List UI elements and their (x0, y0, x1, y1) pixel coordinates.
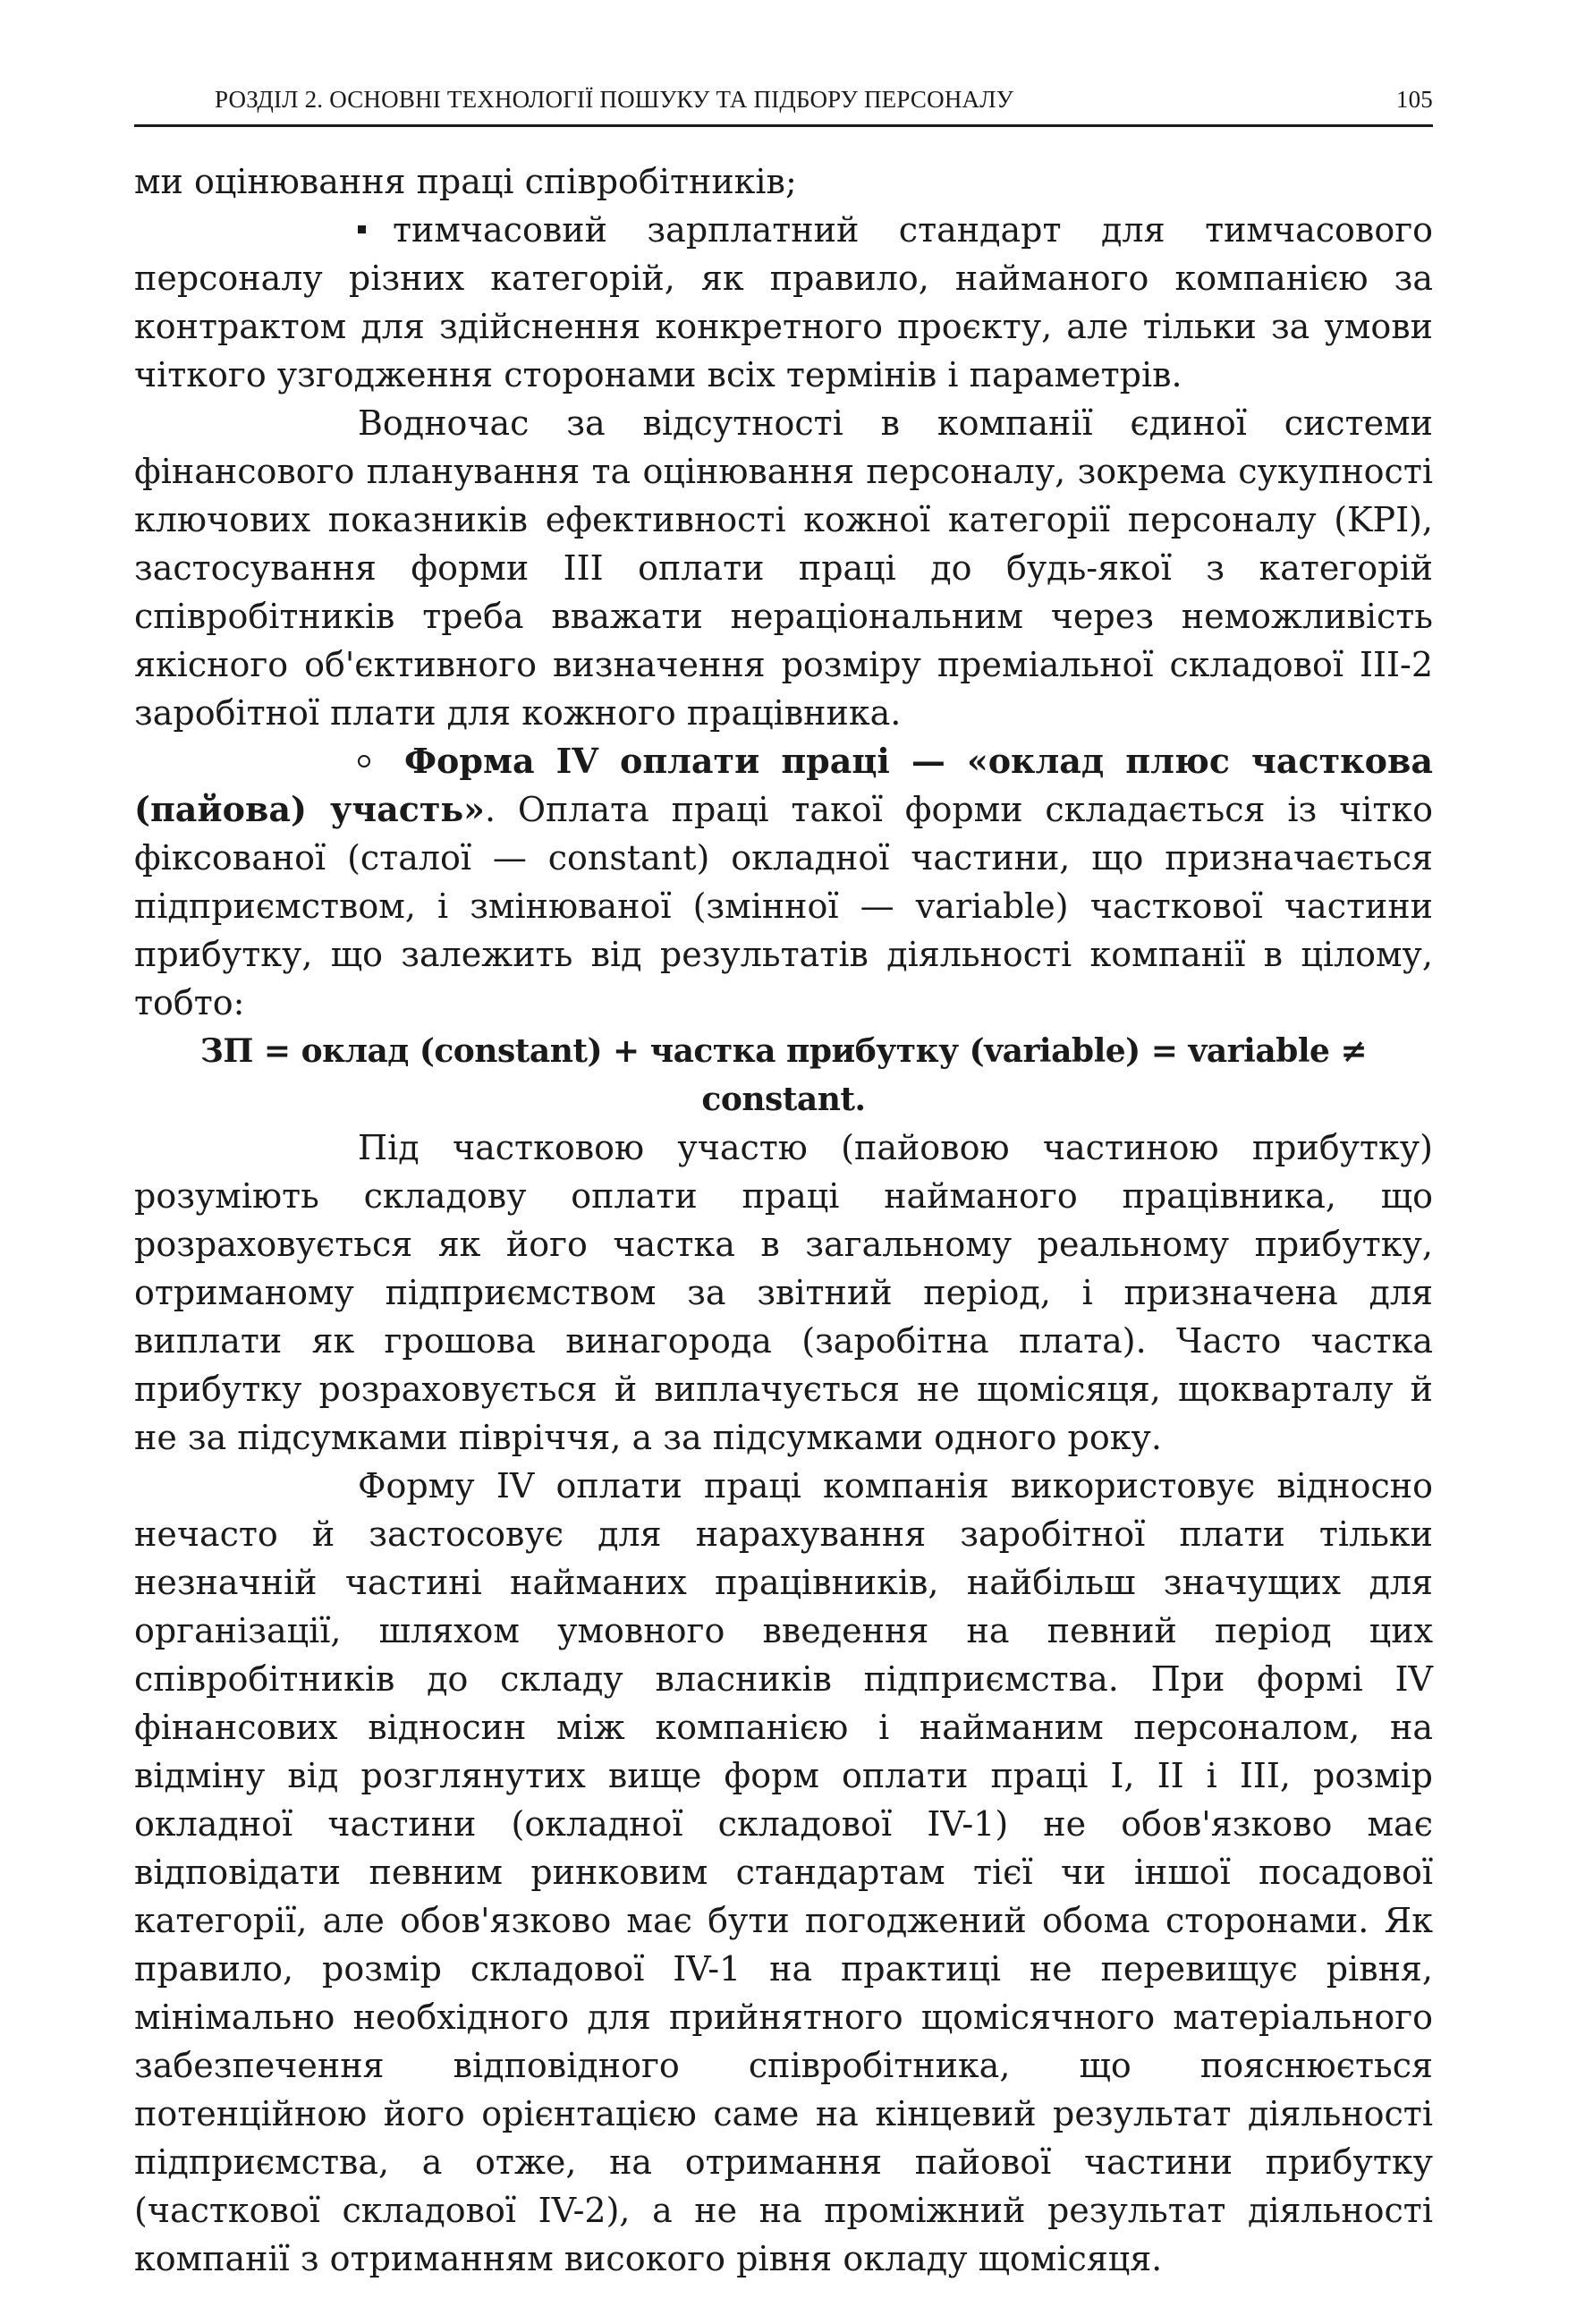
paragraph-form-iv (134, 737, 1433, 1027)
page (134, 86, 1433, 2283)
paragraph-partial-participation: Під частковою участю (пайовою частиною прибутку) розуміють складову оплати праці найманого працівника, що розраховується як його частка в загальному реальному прибутку, отриманому підприємством за звітний період, і призначена для виплати як грошова винагорода (заробітна плата). Часто частка прибутку розраховується й виплачується не щомісяця, щокварталу й не за підсумками півріччя, а за підсумками одного року. (134, 1128, 1433, 1457)
page-number: 105 (1395, 86, 1433, 113)
paragraph-kpi: Водночас за відсутності в компанії єдиної системи фінансового планування та оцінювання персоналу, зокрема сукупності ключових показників ефективності кожної категорії персоналу (KPI), застосування форми III оплати праці до будь-якої з категорій співробітників треба вважати нераціональним через неможливість якісного об'єктивного визначення розміру преміальної складової III-2 заробітної плати для кожного працівника. (134, 403, 1433, 733)
circle-bullet-icon (358, 755, 370, 768)
chapter-title: РОЗДІЛ 2. ОСНОВНІ ТЕХНОЛОГІЇ ПОШУКУ ТА ПІДБОРУ ПЕРСОНАЛУ (215, 86, 1014, 113)
bullet-item-temporary-standard (134, 206, 1433, 399)
form-iv-heading: Форма IV оплати праці — «оклад плюс часткова (пайова) участь» (134, 741, 1433, 829)
bullet-item-text: тимчасовий зарплатний стандарт для тимчасового персоналу різних категорій, як правило, найманого компанією за контрактом для здійснення конкретного проєкту, але тільки за умови чіткого узгодження сторонами всіх термінів і параметрів. (134, 210, 1433, 394)
square-bullet-icon (358, 225, 366, 233)
salary-formula: ЗП = оклад (constant) + частка прибутку (variable) = variable ≠ constant. (199, 1032, 1368, 1118)
form-iv-description: . Оплата праці такої форми складається із чітко фіксованої (сталої — constant) окладної частини, що призначається підприємством, і змінюваної (змінної — variable) часткової частини прибутку, що залежить від результатів діяльності компанії в цілому, тобто: (134, 790, 1433, 1022)
running-header (134, 86, 1433, 127)
paragraph-continuation: ми оцінювання праці співробітників; (134, 162, 797, 201)
paragraph-form-iv-usage: Форму IV оплати праці компанія використовує відносно нечасто й застосовує для нарахування заробітної плати тільки незначній частині найманих працівників, найбільш значущих для організації, шляхом умовного введення на певний період цих співробітників до складу власників підприємства. При формі IV фінансових відносин між компанією і найманим персоналом, на відміну від розглянутих вище форм оплати праці I, II і III, розмір окладної частини (окладної складової IV-1) не обов'язково має відповідати певним ринковим стандартам тієї чи іншої посадової категорії, але обов'язково має бути погоджений обома сторонами. Як правило, розмір складової IV-1 на практиці не перевищує рівня, мінімально необхідного для прийнятного щомісячного матеріального забезпечення відповідного співробітника, що пояснюється потенційною його орієнтацією саме на кінцевий результат діяльності підприємства, а отже, на отримання пайової частини прибутку (часткової складової IV-2), а не на проміжний результат діяльності компанії з отриманням високого рівня окладу щомісяця. (134, 1466, 1433, 2278)
body-text (134, 157, 1433, 2283)
